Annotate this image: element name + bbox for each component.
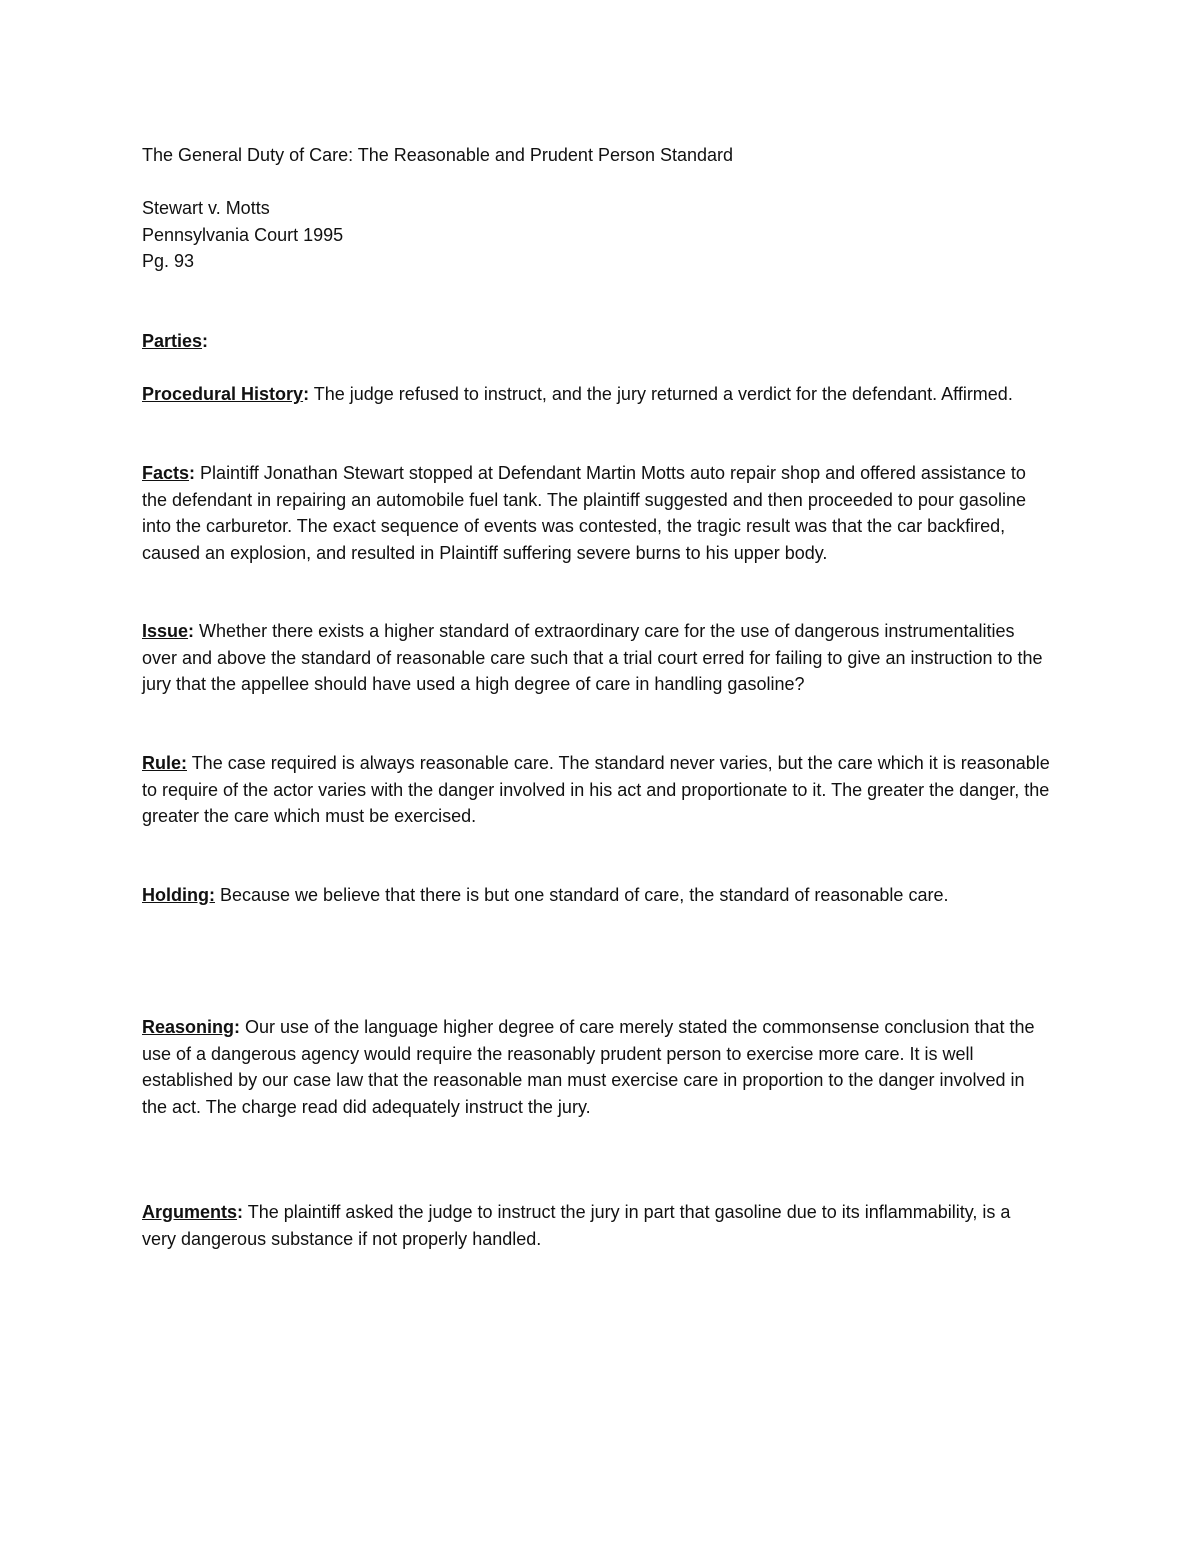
arguments-text: The plaintiff asked the judge to instruct the jury in part that gasoline due to its inflammability, is a very dangerous substance if not properly handled. — [142, 1202, 1011, 1249]
rule-text: The case required is always reasonable care. The standard never varies, but the care which it is reasonable to require of the actor varies with the danger involved in his act and proportionate to it. The greater the danger, the greater the care which must be exercised. — [142, 753, 1050, 826]
rule-label: Rule: — [142, 753, 187, 773]
arguments-section — [142, 1199, 1022, 1252]
reasoning-label: Reasoning — [142, 1017, 235, 1037]
issue-label: Issue — [142, 621, 189, 641]
issue-colon: : — [188, 621, 195, 641]
parties-section — [142, 328, 1062, 355]
parties-colon: : — [202, 331, 209, 351]
issue-text: Whether there exists a higher standard of extraordinary care for the use of dangerous instrumentalities over and above the standard of reasonable care such that a trial court erred for failing to give an instruction to the jury that the appellee should have used a high degree of care in handling gasoline? — [142, 621, 1043, 694]
rule-section — [142, 750, 1052, 830]
issue-section — [142, 618, 1052, 698]
court-and-year: Pennsylvania Court 1995 — [142, 225, 344, 245]
reasoning-text: Our use of the language higher degree of care merely stated the commonsense conclusion that the use of a dangerous agency would require the reasonably prudent person to exercise more care. It is well established by our case law that the reasonable man must exercise care in proportion to the danger involved in the act. The charge read did adequately instruct the jury. — [142, 1017, 1035, 1117]
reasoning-section — [142, 1014, 1054, 1120]
holding-label: Holding: — [142, 885, 215, 905]
arguments-label: Arguments — [142, 1202, 238, 1222]
document-title: The General Duty of Care: The Reasonable and Prudent Person Standard — [142, 145, 734, 165]
procedural-history-section — [142, 381, 1022, 408]
procedural-history-label: Procedural History — [142, 384, 304, 404]
arguments-colon: : — [237, 1202, 244, 1222]
reasoning-colon: : — [234, 1017, 241, 1037]
facts-text: Plaintiff Jonathan Stewart stopped at Defendant Martin Motts auto repair shop and offered assistance to the defendant in repairing an automobile fuel tank. The plaintiff suggested and then proceeded to pour gasoline into the carburetor. The exact sequence of events was contested, the tragic result was that the car backfired, caused an explosion, and resulted in Plaintiff suffering severe burns to his upper body. — [142, 463, 1026, 563]
holding-text: Because we believe that there is but one standard of care, the standard of reasonable care. — [220, 885, 949, 905]
case-name: Stewart v. Motts — [142, 198, 270, 218]
procedural-history-text: The judge refused to instruct, and the jury returned a verdict for the defendant. Affirmed. — [313, 384, 1013, 404]
holding-section — [142, 882, 1052, 909]
page-reference: Pg. 93 — [142, 251, 195, 271]
facts-section — [142, 460, 1052, 566]
facts-colon: : — [189, 463, 196, 483]
parties-label: Parties — [142, 331, 203, 351]
facts-label: Facts — [142, 463, 190, 483]
procedural-history-colon: : — [303, 384, 310, 404]
